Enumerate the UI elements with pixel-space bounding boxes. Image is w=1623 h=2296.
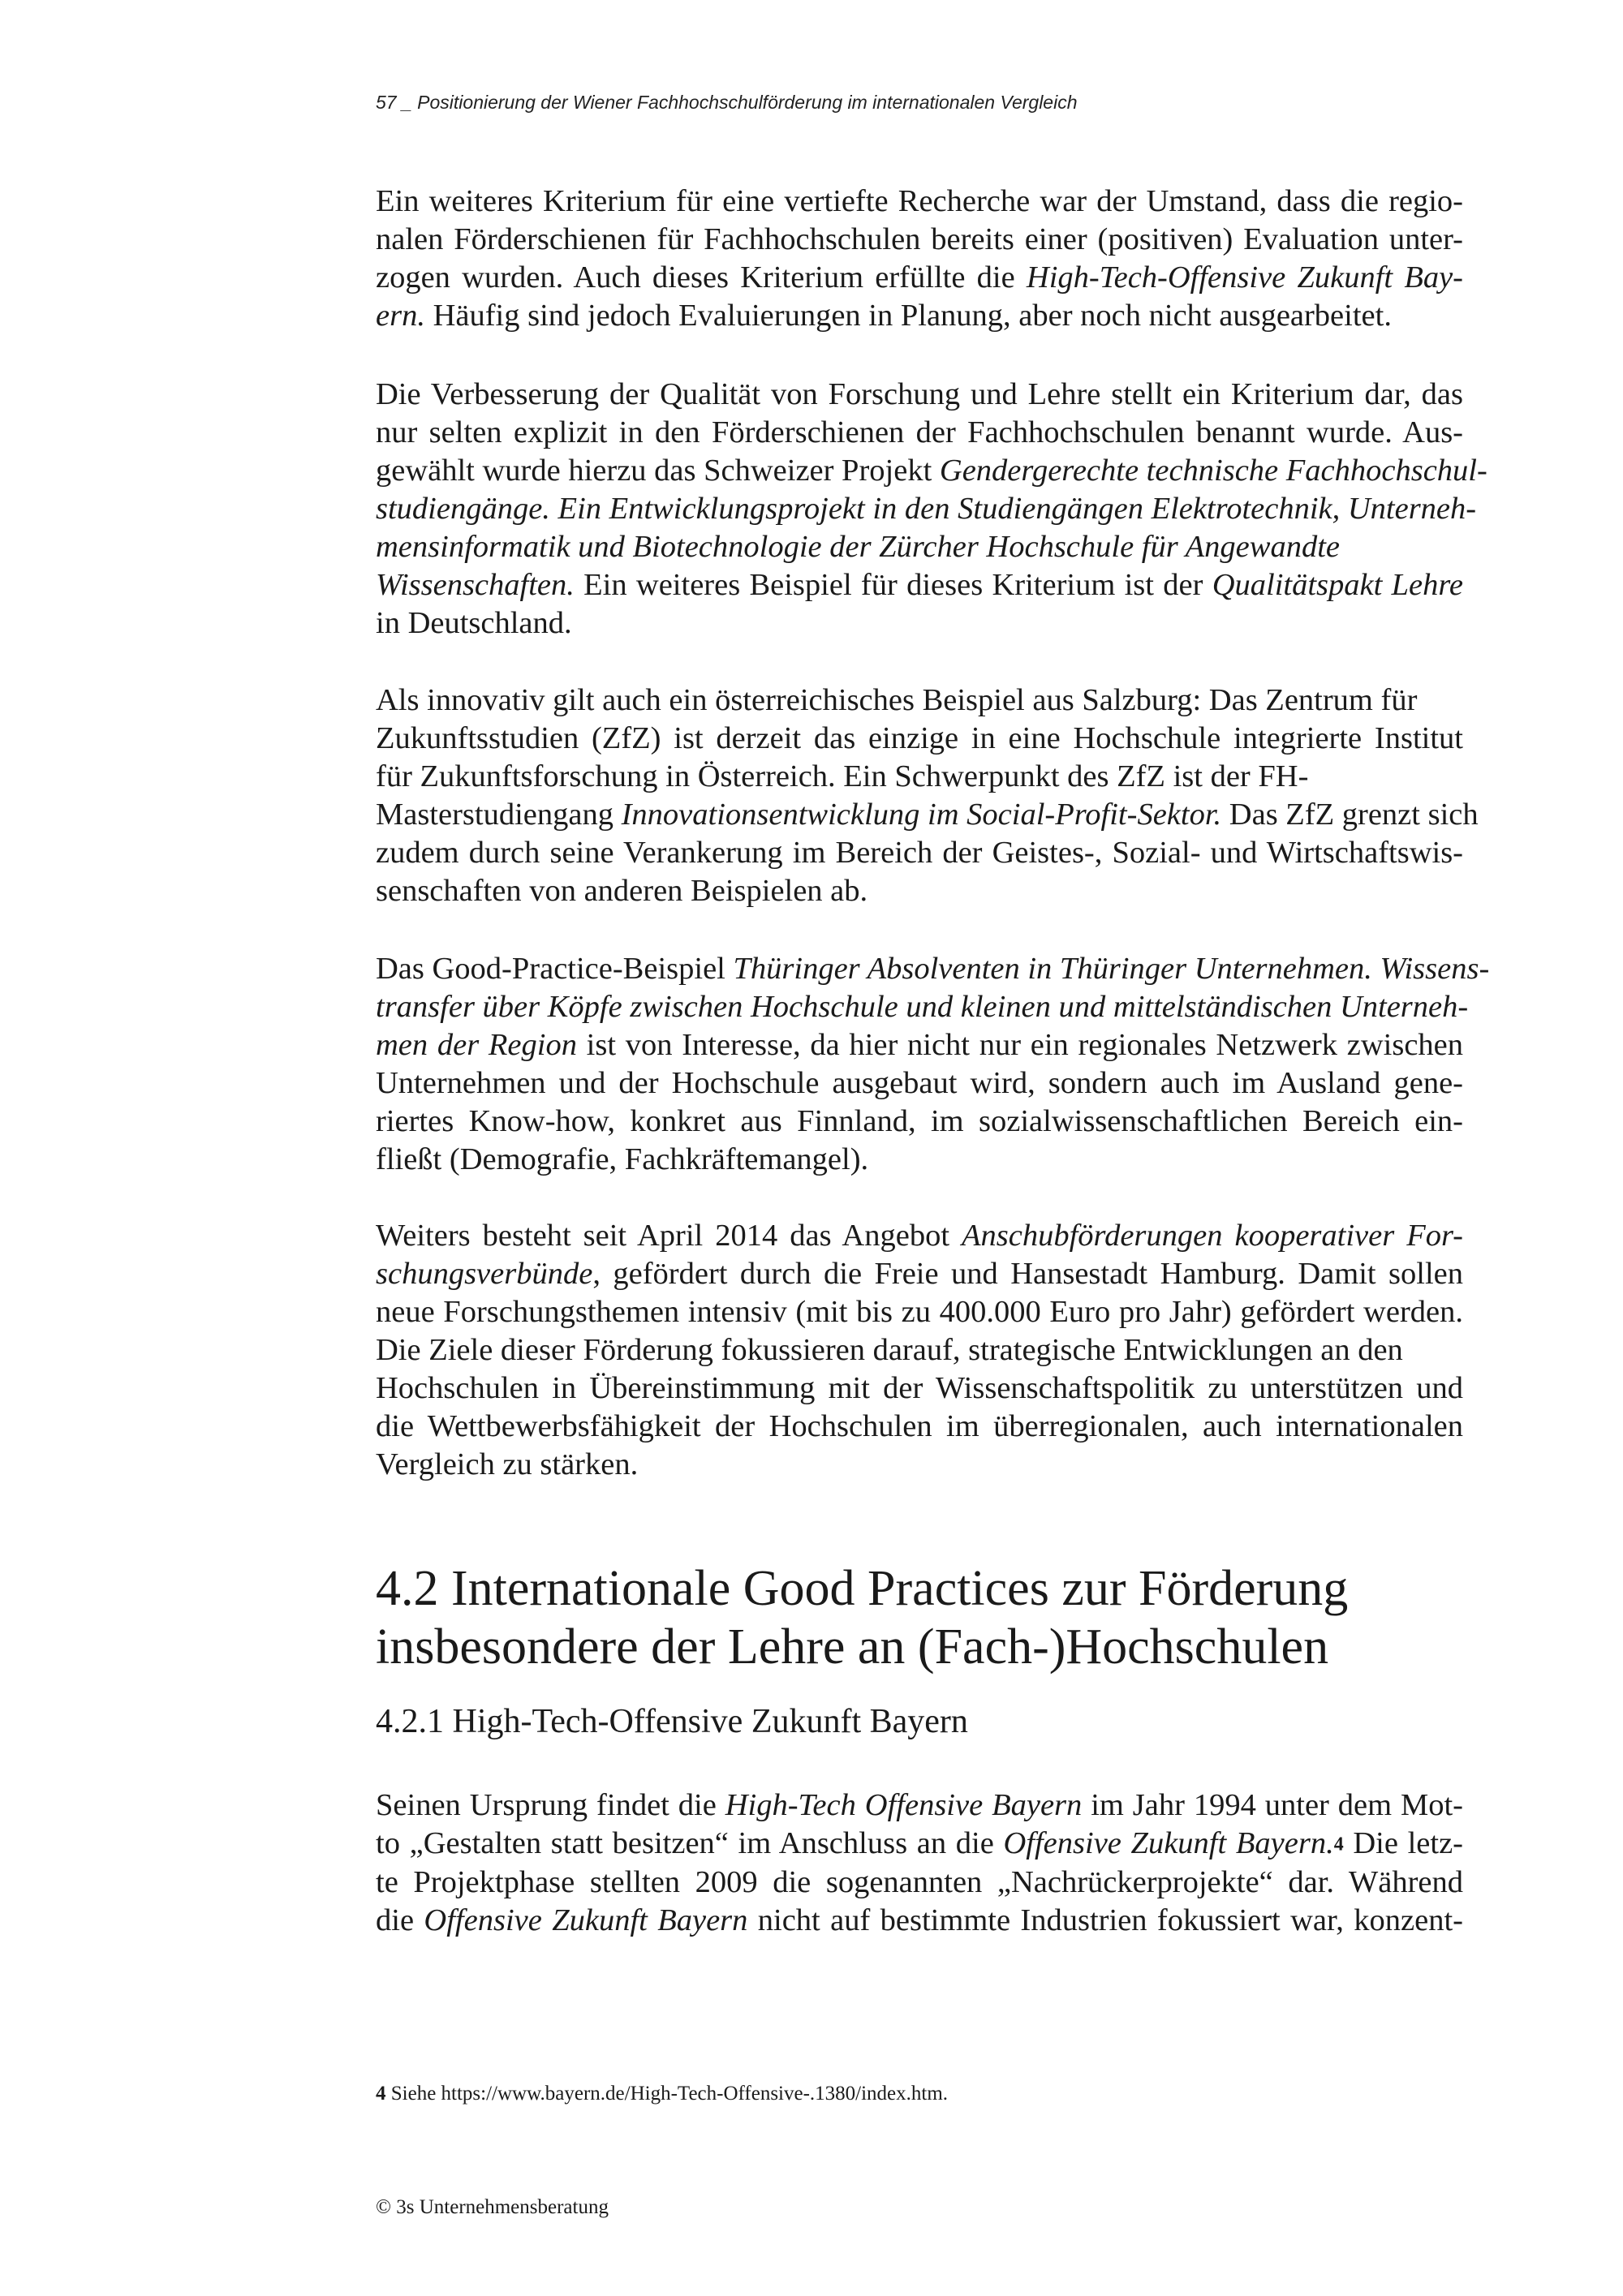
text-line: nur selten explizit in den Förderschienen der Fachhochschulen benannt wurde. Aus- (376, 415, 1463, 449)
text-line: studiengänge. Ein Entwicklungsprojekt in den Studiengängen Elektrotechnik, Unterneh- (376, 492, 1477, 526)
text-line: to „Gestalten statt besitzen“ im Anschluss an die Offensive Zukunft Bayern.$^4$ Die letz- (376, 1826, 1463, 1860)
text-line: ern. Häufig sind jedoch Evaluierungen in Planung, aber noch nicht ausgearbeitet. (376, 299, 1392, 333)
paragraph (376, 681, 1479, 910)
paragraph (376, 1217, 1463, 1484)
text-line: Seinen Ursprung findet die High-Tech Offensive Bayern im Jahr 1994 unter dem Mot- (376, 1788, 1463, 1822)
section-heading-line: insbesondere der Lehre an (Fach-)Hochschulen (376, 1619, 1329, 1675)
text-line: Unternehmen und der Hochschule ausgebaut wird, sondern auch im Ausland gene- (376, 1066, 1463, 1100)
text-line: zudem durch seine Verankerung im Bereich der Geistes-, Sozial- und Wirtschaftswis- (376, 836, 1463, 870)
text-line: Ein weiteres Kriterium für eine vertiefte Recherche war der Umstand, dass die regio- (376, 184, 1463, 218)
text-line: Die Verbesserung der Qualität von Forschung und Lehre stellt ein Kriterium dar, das (376, 377, 1463, 411)
text-line: Masterstudiengang Innovationsentwicklung im Social-Profit-Sektor. Das ZfZ grenzt sich (376, 798, 1479, 832)
text-line: Vergleich zu stärken. (376, 1447, 639, 1481)
text-line: für Zukunftsforschung in Österreich. Ein Schwerpunkt des ZfZ ist der FH- (376, 759, 1309, 793)
text-line: schungsverbünde, gefördert durch die Freie und Hansestadt Hamburg. Damit sollen (376, 1257, 1463, 1291)
text-line: riertes Know-how, konkret aus Finnland, im sozialwissenschaftlichen Bereich ein- (376, 1104, 1463, 1138)
text-line: senschaften von anderen Beispielen ab. (376, 874, 868, 908)
text-line: te Projektphase stellten 2009 die sogenannten „Nachrückerprojekte“ dar. Während (376, 1865, 1463, 1900)
paragraph (376, 183, 1463, 335)
text-line: men der Region ist von Interesse, da hier nicht nur ein regionales Netzwerk zwischen (376, 1028, 1464, 1062)
section-heading (376, 1559, 1348, 1676)
text-line: Die Ziele dieser Förderung fokussieren darauf, strategische Entwicklungen an den (376, 1333, 1403, 1367)
text-line: zogen wurden. Auch dieses Kriterium erfüllte die High-Tech-Offensive Zukunft Bay- (376, 260, 1463, 295)
text-line: Wissenschaften. Ein weiteres Beispiel für dieses Kriterium ist der Qualitätspakt Lehre (376, 568, 1463, 602)
text-line: die Offensive Zukunft Bayern nicht auf bestimmte Industrien fokussiert war, konzent- (376, 1903, 1463, 1938)
text-line: neue Forschungsthemen intensiv (mit bis zu 400.000 Euro pro Jahr) gefördert werden. (376, 1295, 1463, 1329)
text-line: fließt (Demografie, Fachkräftemangel). (376, 1142, 869, 1176)
text-line: mensinformatik und Biotechnologie der Zürcher Hochschule für Angewandte (376, 530, 1340, 564)
text-line: Hochschulen in Übereinstimmung mit der Wissenschaftspolitik zu unterstützen und (376, 1371, 1463, 1405)
paragraph (376, 1786, 1463, 1940)
text-line: in Deutschland. (376, 606, 572, 640)
footnote-reference[interactable]: 4 (1333, 1834, 1344, 1855)
text-line: Das Good-Practice-Beispiel Thüringer Absolventen in Thüringer Unternehmen. Wissens- (376, 952, 1490, 986)
footnote (376, 2083, 948, 2105)
text-line: die Wettbewerbsfähigkeit der Hochschulen im überregionalen, auch internationalen (376, 1409, 1463, 1443)
section-heading-line: 4.2 Internationale Good Practices zur Förderung (376, 1561, 1349, 1616)
text-line: nalen Förderschienen für Fachhochschulen bereits einer (positiven) Evaluation unter- (376, 222, 1463, 256)
page-footer: © 3s Unternehmensberatung (376, 2196, 609, 2218)
footnote-text: Siehe https://www.bayern.de/High-Tech-Offensive-.1380/index.htm. (385, 2083, 949, 2105)
paragraph (376, 950, 1490, 1179)
subsection-heading: 4.2.1 High-Tech-Offensive Zukunft Bayern (376, 1703, 968, 1740)
footnote-number: 4 (376, 2083, 386, 2105)
text-line: Weiters besteht seit April 2014 das Angebot Anschubförderungen kooperativer For- (376, 1219, 1463, 1253)
text-line: Zukunftsstudien (ZfZ) ist derzeit das einzige in eine Hochschule integrierte Institut (376, 721, 1463, 755)
running-header: 57 _ Positionierung der Wiener Fachhochschulförderung im internationalen Vergleich (376, 92, 1078, 113)
paragraph (376, 376, 1487, 643)
text-line: Als innovativ gilt auch ein österreichisches Beispiel aus Salzburg: Das Zentrum für (376, 683, 1418, 717)
text-line: gewählt wurde hierzu das Schweizer Projekt Gendergerechte technische Fachhochschul- (376, 454, 1487, 488)
text-line: transfer über Köpfe zwischen Hochschule und kleinen und mittelständischen Unterneh- (376, 990, 1469, 1024)
